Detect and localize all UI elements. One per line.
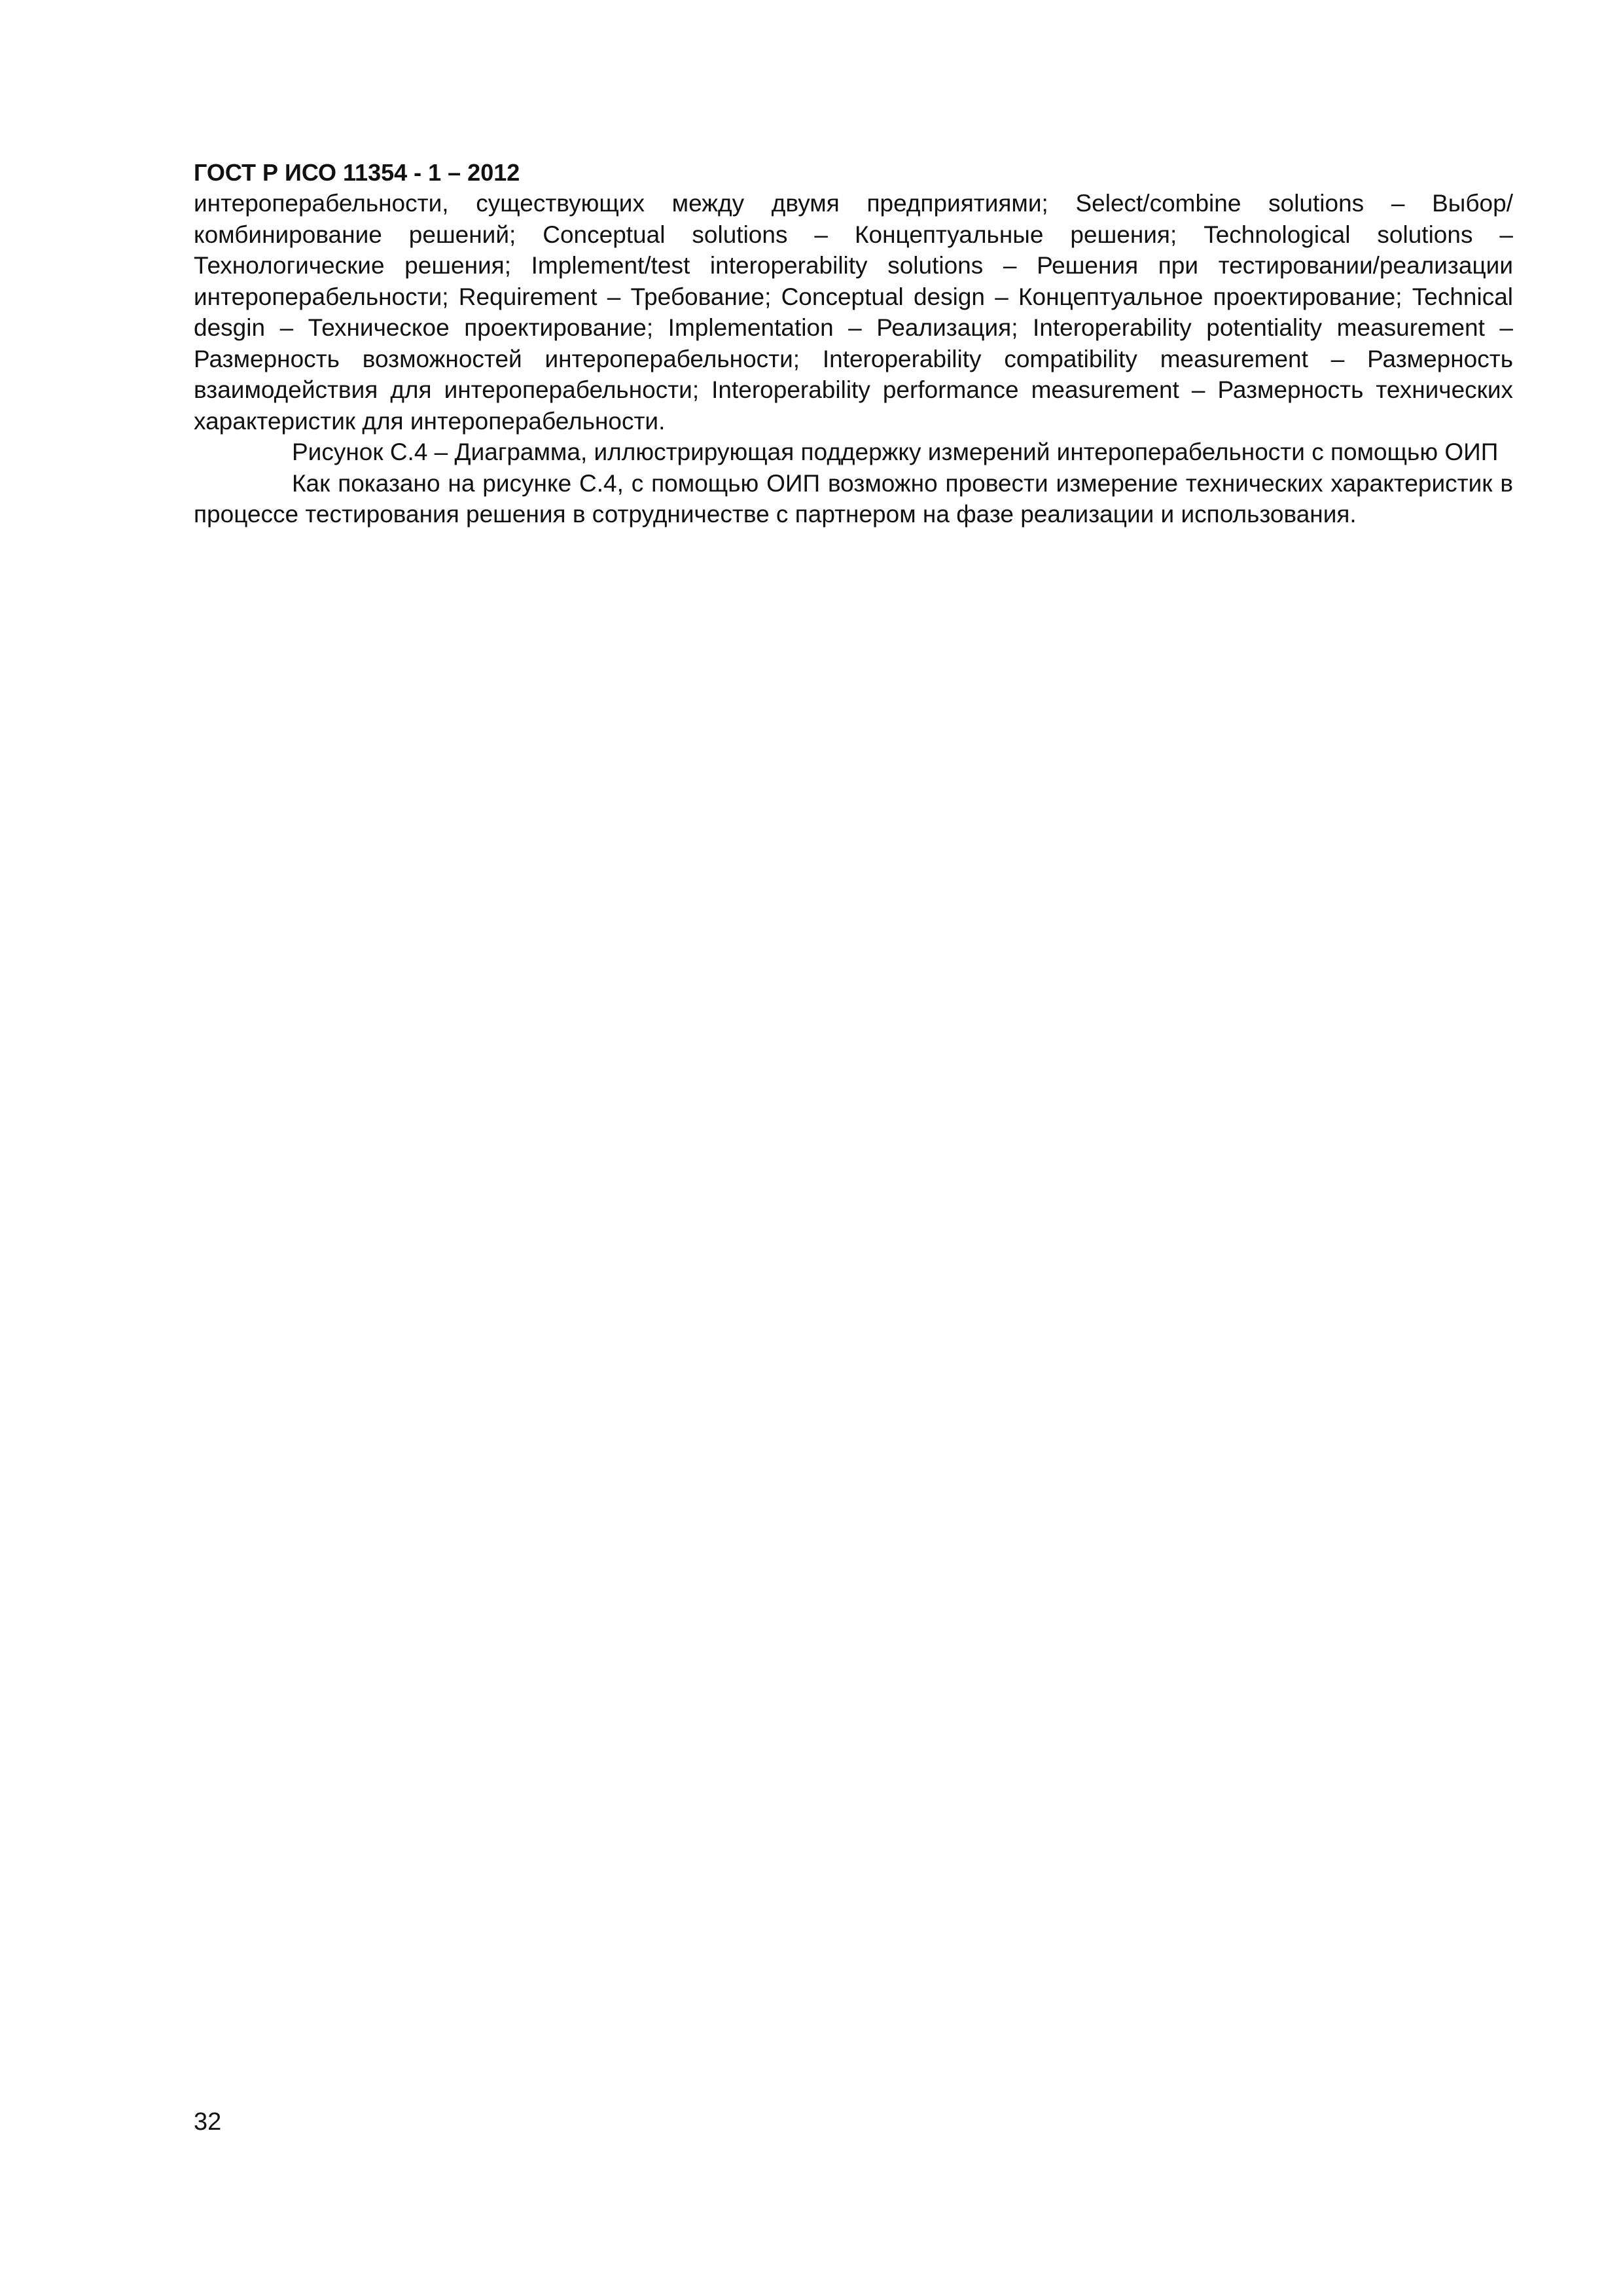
body-paragraph: Как показано на рисунке С.4, с помощью ОИП возможно провести измерение технических характеристик в процессе тестирования решения в сотрудничестве с партнером на фазе реализации и использования. [194, 469, 1513, 528]
document-header: ГОСТ Р ИСО 11354 - 1 – 2012 [194, 159, 520, 186]
figure-legend-paragraph: интероперабельности, существующих между двумя предприятиями; Select/combine solutions – Выбор/комбинирование решений; Conceptual solutions – Концептуальные решения; Technological solutions – Технологические решения; Implement/test interoperability solutions – Решения при тестировании/реализации интероперабельности; Requirement – Требование; Conceptual design – Концептуальное проектирование; Technical desgin – Техническое проектирование; Implementation – Реализация; Interoperability potentiality measurement – Размерность возможностей интероперабельности; Interoperability compatibility measurement – Размерность взаимодействия для интероперабельности; Interoperability performance measurement – Размерность технических характеристик для интероперабельности. [194, 190, 1513, 435]
page-content [194, 157, 1513, 530]
figure-caption: Рисунок С.4 – Диаграмма, иллюстрирующая поддержку измерений интероперабельности с помощью ОИП [292, 439, 1499, 465]
page-number: 32 [194, 2108, 222, 2136]
